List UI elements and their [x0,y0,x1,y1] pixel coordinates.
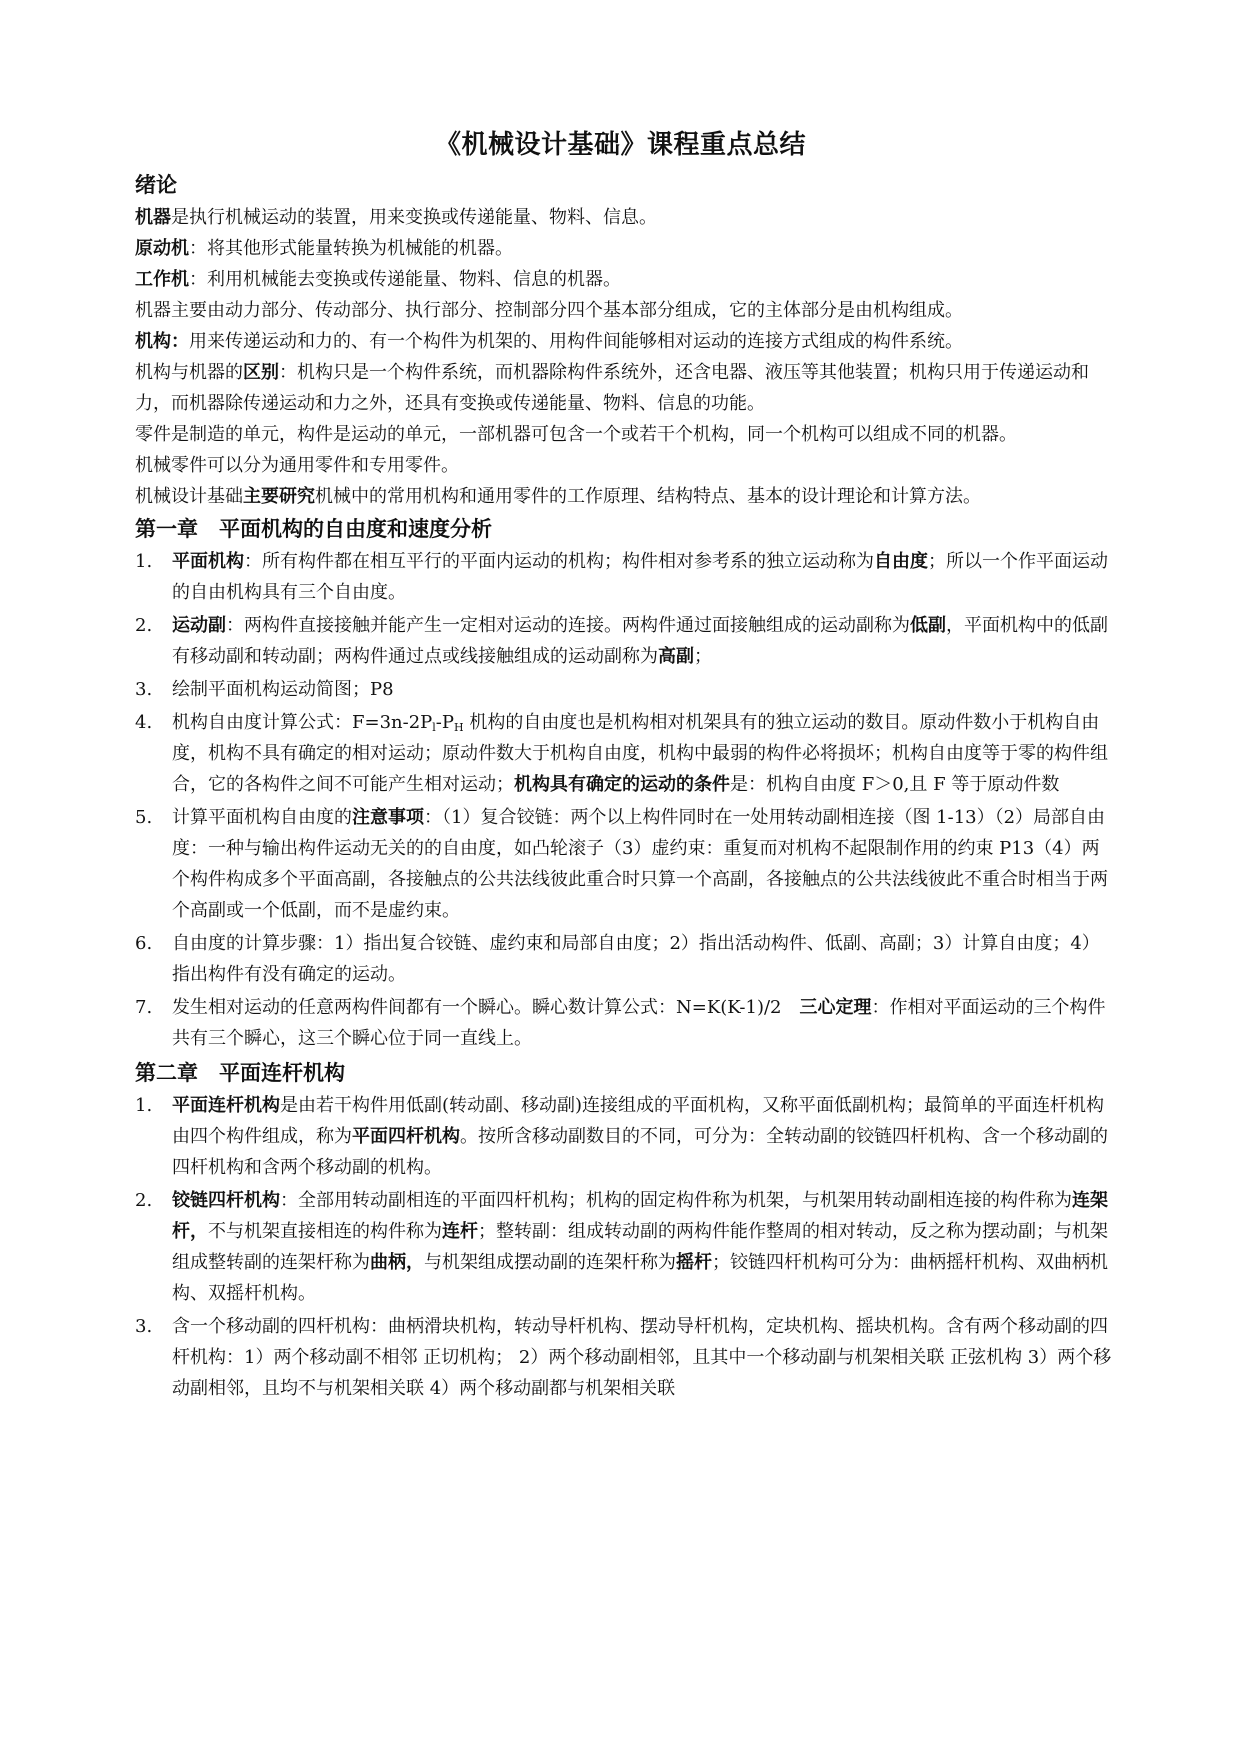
list-item: 7. 发生相对运动的任意两构件间都有一个瞬心。瞬心数计算公式：N=K(K-1)/2 三心定理：作相对平面运动的三个构件共有三个瞬心，这三个瞬心位于同一直线上。 [135,997,1106,1049]
paragraph: 零件是制造的单元，构件是运动的单元，一部机器可包含一个或若干个机构，同一个机构可以组成不同的机器。 [135,424,1017,445]
paragraph: 机械设计基础主要研究机械中的常用机构和通用零件的工作原理、结构特点、基本的设计理论和计算方法。 [135,486,981,507]
document-title: 《机械设计基础》课程重点总结 [434,130,806,160]
list-item: 1. 平面机构：所有构件都在相互平行的平面内运动的机构；构件相对参考系的独立运动称为自由度；所以一个作平面运动的自由机构具有三个自由度。 [135,551,1108,603]
list-item: 3. 绘制平面机构运动简图；P8 [135,679,394,700]
chapter-1-list [135,546,1115,1054]
list-item: 2. 铰链四杆机构：全部用转动副相连的平面四杆机构；机构的固定构件称为机架，与机架用转动副相连接的构件称为连架杆，不与机架直接相连的构件称为连杆；整转副：组成转动副的两构件能作整周的相对转动，反之称为摆动副；与机架组成整转副的连架杆称为曲柄，与机架组成摆动副的连架杆称为摇杆；铰链四杆机构可分为：曲柄摇杆机构、双曲柄机构、双摇杆机构。 [135,1190,1108,1304]
paragraph: 原动机：将其他形式能量转换为机械能的机器。 [135,238,513,259]
paragraph: 机器主要由动力部分、传动部分、执行部分、控制部分四个基本部分组成，它的主体部分是由机构组成。 [135,300,963,321]
paragraph: 工作机：利用机械能去变换或传递能量、物料、信息的机器。 [135,269,621,290]
paragraph: 机械零件可以分为通用零件和专用零件。 [135,455,459,476]
list-item: 1. 平面连杆机构是由若干构件用低副(转动副、移动副)连接组成的平面机构，又称平面低副机构；最简单的平面连杆机构由四个构件组成，称为平面四杆机构。按所含移动副数目的不同，可分为：全转动副的铰链四杆机构、含一个移动副的四杆机构和含两个移动副的机构。 [135,1095,1108,1178]
paragraph: 机器是执行机械运动的装置，用来变换或传递能量、物料、信息。 [135,207,657,228]
list-item: 6. 自由度的计算步骤：1）指出复合铰链、虚约束和局部自由度；2）指出活动构件、低副、高副；3）计算自由度；4）指出构件有没有确定的运动。 [135,933,1100,985]
list-item: 3. 含一个移动副的四杆机构：曲柄滑块机构，转动导杆机构、摆动导杆机构，定块机构、摇块机构。含有两个移动副的四杆机构：1）两个移动副不相邻 正切机构； 2）两个移动副相邻，且其中一个移动副与机架相关联 正弦机构 3）两个移动副相邻，且均不与机架相关联 4）两个移动副都与机架相关联 [135,1316,1112,1399]
list-item: 4. 机构自由度计算公式：$F=3n-2P_l-P_H$ 机构的自由度也是机构相对机架具有的独立运动的数目。原动件数小于机构自由度，机构不具有确定的相对运动；原动件数大于机构自由度，机构中最弱的构件必将损坏；机构自由度等于零的构件组合，它的各构件之间不可能产生相对运动；机构具有确定的运动的条件是：机构自由度 F＞0,且 F 等于原动件数 [135,712,1108,795]
list-item: 2. 运动副：两构件直接接触并能产生一定相对运动的连接。两构件通过面接触组成的运动副称为低副，平面机构中的低副有移动副和转动副；两构件通过点或线接触组成的运动副称为高副； [135,615,1108,667]
paragraph: 机构与机器的区别：机构只是一个构件系统，而机器除构件系统外，还含电器、液压等其他装置；机构只用于传递运动和力，而机器除传递运动和力之外，还具有变换或传递能量、物料、信息的功能。 [135,362,1089,414]
paragraph: 机构：用来传递运动和力的、有一个构件为机架的、用构件间能够相对运动的连接方式组成的构件系统。 [135,331,963,352]
list-item: 5. 计算平面机构自由度的注意事项：（1）复合铰链：两个以上构件同时在一处用转动副相连接（图 1-13）（2）局部自由度：一种与输出构件运动无关的的自由度，如凸轮滚子（3）虚约束：重复而对机构不起限制作用的约束 P13（4）两个构件构成多个平面高副，各接触点的公共法线彼此重合时只算一个高副，各接触点的公共法线彼此不重合时相当于两个高副或一个低副，而不是虚约束。 [135,807,1108,921]
section-heading-chapter-2: 第二章 平面连杆机构 [135,1061,345,1085]
chapter-2-list [135,1090,1115,1404]
document-body [135,168,1115,1406]
section-heading-chapter-1: 第一章 平面机构的自由度和速度分析 [135,517,492,541]
section-heading-intro: 绪论 [135,173,177,197]
